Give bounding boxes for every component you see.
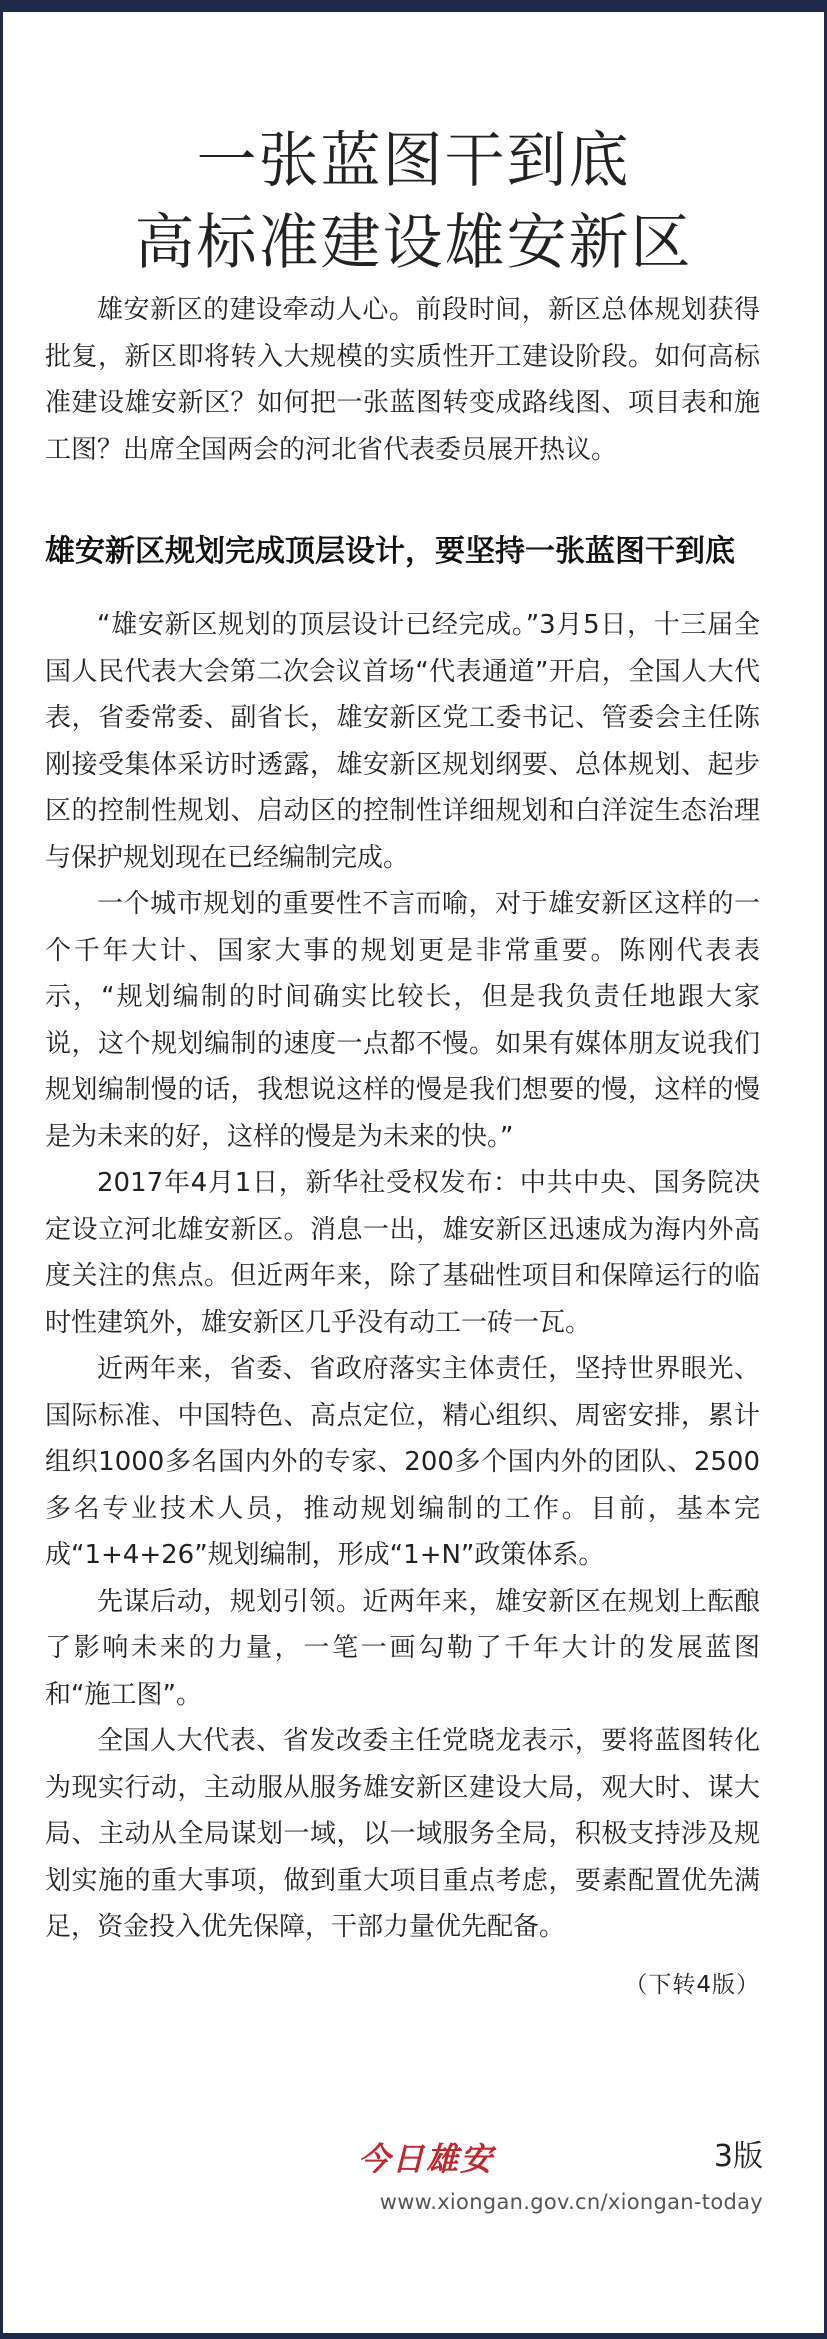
top-frame-bar [0, 0, 827, 12]
left-frame-rule [0, 0, 3, 2339]
title-line-1: 一张蓝图干到底 [196, 126, 631, 197]
continued-note: （下转4版） [624, 1971, 760, 1998]
page-title [0, 120, 827, 284]
body-paragraph-6: 全国人大代表、省发改委主任党晓龙表示，要将蓝图转化为现实行动，主动服从服务雄安新区建设大局，观大时、谋大局、主动从全局谋划一域，以一域服务全局，积极支持涉及规划实施的重大事项，做到重大项目重点考虑，要素配置优先满足，资金投入优先保障，干部力量优先配备。 [45, 1726, 760, 1942]
page-number: 3版 [713, 2139, 763, 2174]
body-paragraph-5: 先谋后动，规划引领。近两年来，雄安新区在规划上酝酿了影响未来的力量，一笔一画勾勒了千年大计的发展蓝图和“施工图”。 [45, 1586, 760, 1710]
body-paragraph-3: 2017年4月1日，新华社受权发布：中共中央、国务院决定设立河北雄安新区。消息一出，雄安新区迅速成为海内外高度关注的焦点。但近两年来，除了基础性项目和保障运行的临时性建筑外，雄安新区几乎没有动工一砖一瓦。 [45, 1168, 760, 1338]
article-body [45, 287, 760, 2005]
xiongan-today-logo: 今日雄安 [358, 2140, 495, 2178]
footer-url-link[interactable]: www.xiongan.gov.cn/xiongan-today [379, 2190, 763, 2214]
title-line-2: 高标准建设雄安新区 [134, 208, 693, 279]
lead-paragraph: 雄安新区的建设牵动人心。前段时间，新区总体规划获得批复，新区即将转入大规模的实质性开工建设阶段。如何高标准建设雄安新区？如何把一张蓝图转变成路线图、项目表和施工图？出席全国两会的河北省代表委员展开热议。 [45, 295, 760, 465]
body-paragraph-2: 一个城市规划的重要性不言而喻，对于雄安新区这样的一个千年大计、国家大事的规划更是非常重要。陈刚代表表示，“规划编制的时间确实比较长，但是我负责任地跟大家说，这个规划编制的速度一点都不慢。如果有媒体朋友说我们规划编制慢的话，我想说这样的慢是我们想要的慢，这样的慢是为未来的好，这样的慢是为未来的快。” [45, 889, 760, 1152]
section-heading: 雄安新区规划完成顶层设计，要坚持一张蓝图干到底 [45, 534, 735, 569]
bottom-frame-bar [0, 2333, 827, 2339]
body-paragraph-1: “雄安新区规划的顶层设计已经完成。”3月5日，十三届全国人民代表大会第二次会议首场“代表通道”开启，全国人大代表，省委常委、副省长，雄安新区党工委书记、管委会主任陈刚接受集体采访时透露，雄安新区规划纲要、总体规划、起步区的控制性规划、启动区的控制性详细规划和白洋淀生态治理与保护规划现在已经编制完成。 [45, 610, 760, 873]
body-paragraph-4: 近两年来，省委、省政府落实主体责任，坚持世界眼光、国际标准、中国特色、高点定位，精心组织、周密安排，累计组织1000多名国内外的专家、200多个国内外的团队、2500多名专业技术人员，推动规划编制的工作。目前，基本完成“1+4+26”规划编制，形成“1+N”政策体系。 [45, 1354, 760, 1570]
